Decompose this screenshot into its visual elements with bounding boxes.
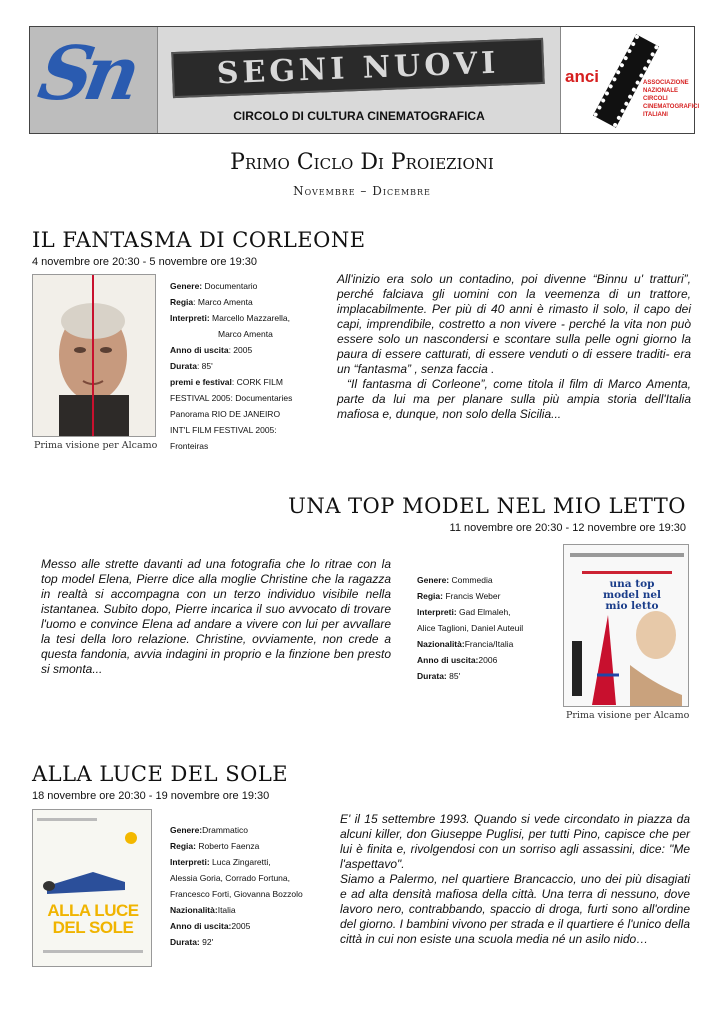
poster-title: una top model nel mio letto bbox=[602, 578, 662, 612]
film-photo-1 bbox=[32, 274, 156, 437]
spec-row: Regia: Francis Weber bbox=[417, 591, 501, 601]
spec-row: INT'L FILM FESTIVAL 2005: bbox=[170, 425, 277, 435]
spec-row: Anno di uscita:2006 bbox=[417, 655, 498, 665]
portrait-image bbox=[33, 275, 156, 437]
synopsis-paragraph: All'inizio era solo un contadino, poi divenne “Binnu u' tratturi”, perché falciava gli uomini con la veemenza di un trattore, implacabilmente. Per più di 40 anni è rimasto il solo, il capo dei capi, imprendibile, costretto a non vivere - perché la vita non può essere solo un nascondersi e scontare sulla pelle ogni giorno la paura di essere catturati, di essere venduti o di essere traditi- era un “fantasma” , senza faccia . bbox=[337, 272, 691, 376]
spec-row: Interpreti: Gad Elmaleh, bbox=[417, 607, 511, 617]
spec-row: Genere:Drammatico bbox=[170, 825, 248, 835]
header-banner bbox=[29, 26, 700, 134]
film-title-1: IL FANTASMA DI CORLEONE bbox=[32, 228, 366, 252]
film-synopsis-1 bbox=[337, 272, 691, 422]
spec-row: Fronteiras bbox=[170, 441, 209, 451]
title-area bbox=[158, 27, 560, 133]
synopsis-paragraph: E' il 15 settembre 1993. Quando si vede circondato in piazza da alcuni killer, don Giuseppe Puglisi, per tutti Pino, capisce che per lui è finita e, rivolgendosi con un sorriso agli assassini, dice: "Me l'aspettavo". bbox=[340, 812, 690, 871]
film-dates-1: 4 novembre ore 20:30 - 5 novembre ore 19:30 bbox=[32, 256, 258, 268]
spec-row: Marco Amenta bbox=[218, 329, 273, 339]
poster-title: ALLA LUCE DEL SOLE bbox=[47, 901, 139, 937]
spec-row: Regia: Roberto Faenza bbox=[170, 841, 260, 851]
spec-row: Interpreti: Luca Zingaretti, bbox=[170, 857, 271, 867]
film-specs-2 bbox=[417, 572, 559, 684]
film-specs-3 bbox=[170, 822, 330, 950]
spec-row: Alice Taglioni, Daniel Auteuil bbox=[417, 623, 524, 633]
spec-row: Regia: Marco Amenta bbox=[170, 297, 253, 307]
film-caption-1: Prima visione per Alcamo bbox=[34, 440, 158, 451]
film-title-2: UNA TOP MODEL NEL MIO LETTO bbox=[288, 494, 686, 518]
spec-row: Genere: Commedia bbox=[417, 575, 493, 585]
film-poster-3 bbox=[32, 809, 152, 967]
spec-row: Genere: Documentario bbox=[170, 281, 258, 291]
spec-row: Durata: 85' bbox=[417, 671, 461, 681]
page-title: Primo Ciclo Di Proiezioni bbox=[230, 150, 494, 175]
spec-row: Alessia Goria, Corrado Fortuna, bbox=[170, 873, 290, 883]
spec-row: premi e festival: CORK FILM bbox=[170, 377, 283, 387]
spec-row: Durata: 85' bbox=[170, 361, 213, 371]
anci-full-name: ASSOCIAZIONE NAZIONALE CIRCOLI CINEMATOGRAFICI ITALIANI bbox=[643, 80, 700, 118]
film-dates-2: 11 novembre ore 20:30 - 12 novembre ore 19:30 bbox=[449, 522, 686, 534]
synopsis-paragraph: Messo alle strette davanti ad una fotografia che lo ritrae con la top model Elena, Pierre dice alla moglie Christine che la ragazza in realtà si accompagna con un terzo individuo visibile nella istantanea. Subito dopo, Pierre incarica il suo avvocato di trovare l'uomo e convince Elena ad andare a vivere con lui per avvallare la tesi della loro relazione. Christine, ovviamente, non crede a questa fandonia, avvia indagini in proprio e la finzione ben presto si smonta... bbox=[41, 557, 391, 676]
film-synopsis-2 bbox=[41, 557, 391, 677]
poster-image bbox=[564, 545, 689, 707]
synopsis-paragraph: “Il fantasma di Corleone”, come titola il film di Marco Amenta, parte da lui ma per planare sulla più ampia storia dell'Italia mafiosa e, dunque, non solo della Sicilia... bbox=[337, 377, 691, 421]
anci-logo bbox=[560, 27, 700, 133]
spec-row: Francesco Forti, Giovanna Bozzolo bbox=[170, 889, 303, 899]
spec-row: Panorama RIO DE JANEIRO bbox=[170, 409, 281, 419]
spec-row: Anno di uscita: 2005 bbox=[170, 345, 253, 355]
spec-row: Durata: 92' bbox=[170, 937, 214, 947]
logo-sn-text: Sn bbox=[32, 31, 139, 117]
synopsis-paragraph: Siamo a Palermo, nel quartiere Brancaccio, uno dei più disagiati e ad alta densità mafiosa della città. Una terra di nessuno, dove lavoro nero, contrabbando, spaccio di droga, furti sono all'ordine del giorno. I bambini vivono per strada e il quartiere é l'unico della città in cui non esiste una scuola media né un asilo nido… bbox=[340, 872, 690, 946]
poster-image bbox=[33, 810, 152, 967]
film-synopsis-3 bbox=[340, 812, 690, 947]
film-caption-2: Prima visione per Alcamo bbox=[566, 710, 690, 721]
spec-row: Anno di uscita:2005 bbox=[170, 921, 251, 931]
anci-word: anci bbox=[565, 67, 600, 86]
film-specs-1 bbox=[170, 278, 330, 454]
spec-row: Nazionalità:Francia/Italia bbox=[417, 639, 514, 649]
film-dates-3: 18 novembre ore 20:30 - 19 novembre ore 19:30 bbox=[32, 790, 270, 802]
page-subtitle: Novembre – Dicembre bbox=[293, 184, 431, 198]
banner-title: SEGNI NUOVI bbox=[216, 45, 500, 92]
segni-nuovi-logo bbox=[30, 27, 158, 133]
film-poster-2 bbox=[563, 544, 689, 707]
banner-subtitle: CIRCOLO DI CULTURA CINEMATOGRAFICA bbox=[233, 109, 485, 123]
spec-row: Interpreti: Marcello Mazzarella, bbox=[170, 313, 290, 323]
spec-row: FESTIVAL 2005: Documentaries bbox=[170, 393, 293, 403]
title-plate bbox=[171, 38, 544, 98]
spec-row: Nazionalità:Italia bbox=[170, 905, 236, 915]
film-title-3: ALLA LUCE DEL SOLE bbox=[32, 762, 289, 786]
